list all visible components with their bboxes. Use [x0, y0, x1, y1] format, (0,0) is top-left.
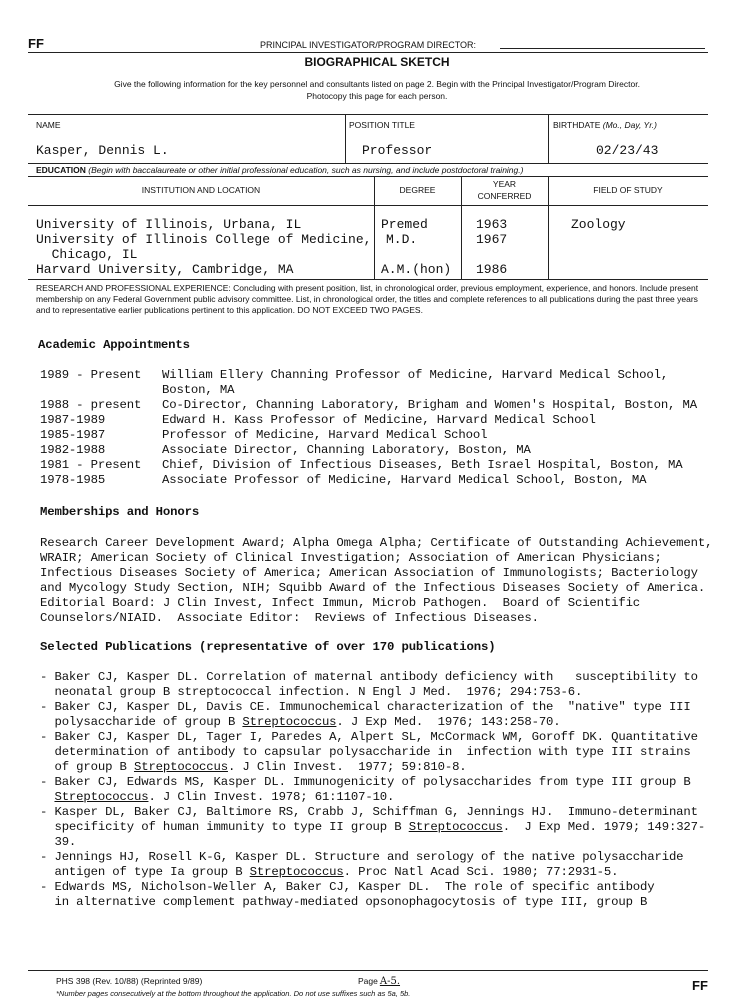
col-field: FIELD OF STUDY: [593, 185, 663, 195]
appointment-text: Edward H. Kass Professor of Medicine, Harvard Medical School: [162, 413, 596, 427]
species-name: Streptococcus: [133, 760, 228, 774]
species-name: Streptococcus: [242, 715, 337, 729]
memberships-line: Infectious Diseases Society of America; American Association of Immunologists; Bacteriology: [40, 566, 698, 580]
page-number: A-5.: [379, 976, 401, 987]
education-label: EDUCATION (Begin with baccalaureate or other initial professional education, such as nursing, and include postdoctoral training.): [36, 165, 524, 175]
appointment-years: 1989 - Present: [40, 368, 142, 382]
edu-institution: University of Illinois, Urbana, IL: [36, 217, 302, 232]
appointment-years: 1987-1989: [40, 413, 106, 427]
edu-institution: Chicago, IL: [36, 247, 138, 262]
table-top-border: [28, 114, 708, 115]
page-title: BIOGRAPHICAL SKETCH: [304, 55, 450, 69]
pi-signature-line: [500, 48, 705, 49]
publication-line: - Kasper DL, Baker CJ, Baltimore RS, Crabb J, Schiffman G, Jennings HJ. Immuno-determinant: [40, 805, 698, 819]
edu-year: 1963: [476, 217, 508, 232]
publication-line: - Edwards MS, Nicholson-Weller A, Baker CJ, Kasper DL. The role of specific antibody: [40, 880, 655, 894]
appointment-text: Boston, MA: [162, 383, 235, 397]
instructions: Give the following information for the key personnel and consultants listed on page 2. Begin with the Principal Investigator/Program Director. Photocopy this page for each person.: [114, 79, 640, 101]
publication-line: neonatal group B streptococcal infection. N Engl J Med. 1976; 294:753-6.: [40, 685, 583, 699]
footer-note: *Number pages consecutively at the bottom throughout the application. Do not use suffixes such as 5a, 5b.: [56, 989, 411, 998]
appointment-years: 1988 - present: [40, 398, 142, 412]
publication-line: specificity of human immunity to type II group B Streptococcus. J Exp Med. 1979; 149:327-: [40, 820, 706, 834]
birthdate-label: BIRTHDATE (Mo., Day, Yr.): [553, 120, 657, 130]
memberships-line: WRAIR; American Society of Clinical Investigation; Association of American Physicians;: [40, 551, 662, 565]
publication-line: antigen of type Ia group B Streptococcus. Proc Natl Acad Sci. 1980; 77:2931-5.: [40, 865, 619, 879]
memberships-line: Counselors/NIAID. Associate Editor: Reviews of Infectious Diseases.: [40, 611, 539, 625]
publication-line: - Baker CJ, Kasper DL, Davis CE. Immunochemical characterization of the "native" type III: [40, 700, 691, 714]
page-label: Page A-5.: [358, 976, 401, 987]
publication-line: 39.: [40, 835, 77, 849]
appointment-text: Associate Professor of Medicine, Harvard Medical School, Boston, MA: [162, 473, 647, 487]
name-col-divider: [345, 114, 346, 163]
publication-line: polysaccharide of group B Streptococcus. J Exp Med. 1976; 143:258-70.: [40, 715, 561, 729]
person-name: Kasper, Dennis L.: [36, 143, 169, 158]
edu-degree: Premed: [381, 217, 428, 232]
edu-year: 1967: [476, 232, 508, 247]
species-name: Streptococcus: [408, 820, 503, 834]
education-header-bottom: [28, 205, 708, 206]
appointment-years: 1985-1987: [40, 428, 106, 442]
appointment-text: Associate Director, Channing Laboratory, Boston, MA: [162, 443, 531, 457]
col-year: YEAR: [492, 179, 517, 189]
form-number: PHS 398 (Rev. 10/88) (Reprinted 9/89): [56, 976, 203, 986]
education-top-border: [28, 163, 708, 164]
form-code-left: FF: [28, 36, 44, 51]
species-name: Streptococcus: [249, 865, 344, 879]
species-name: Streptococcus: [54, 790, 149, 804]
edu-degree: A.M.(hon): [381, 262, 452, 277]
publication-line: - Baker CJ, Kasper DL. Correlation of maternal antibody deficiency with susceptibility to: [40, 670, 698, 684]
col-institution: INSTITUTION AND LOCATION: [141, 185, 261, 195]
position-label: POSITION TITLE: [349, 120, 415, 130]
memberships-line: Editorial Board: J Clin Invest, Infect Immun, Microb Pathogen. Board of Scientific: [40, 596, 641, 610]
research-instructions: RESEARCH AND PROFESSIONAL EXPERIENCE: Concluding with present position, list, in chronological order, previous employment, experience, and honors. Include present membership on any Federal Government public advisory committee. List, in chronological order, the titles and complete references to all publications during the past three years and to representative earlier publications pertinent to this application. DO NOT EXCEED TWO PAGES.: [36, 283, 699, 315]
appointment-text: Professor of Medicine, Harvard Medical School: [162, 428, 488, 442]
position-col-divider: [548, 114, 549, 163]
edu-year: 1986: [476, 262, 508, 277]
appointment-text: Chief, Division of Infectious Diseases, Beth Israel Hospital, Boston, MA: [162, 458, 683, 472]
position-title: Professor: [362, 143, 433, 158]
name-label: NAME: [36, 120, 61, 130]
appointment-text: Co-Director, Channing Laboratory, Brigham and Women's Hospital, Boston, MA: [162, 398, 697, 412]
memberships-line: and Mycology Study Section, NIH; Squibb Award of the Infectious Diseases Society of America.: [40, 581, 706, 595]
publications-heading: Selected Publications (representative of over 170 publications): [40, 640, 496, 654]
pi-label: PRINCIPAL INVESTIGATOR/PROGRAM DIRECTOR:: [260, 40, 477, 50]
publication-line: Streptococcus. J Clin Invest. 1978; 61:1107-10.: [54, 790, 395, 804]
publication-line: of group B Streptococcus. J Clin Invest. 1977; 59:810-8.: [40, 760, 467, 774]
col-degree: DEGREE: [399, 185, 436, 195]
memberships-line: Research Career Development Award; Alpha Omega Alpha; Certificate of Outstanding Achievement,: [40, 536, 713, 550]
publication-line: - Jennings HJ, Rosell K-G, Kasper DL. Structure and serology of the native polysaccharide: [40, 850, 684, 864]
memberships-heading: Memberships and Honors: [40, 505, 200, 519]
edu-field: Zoology: [571, 217, 626, 232]
appointment-years: 1981 - Present: [40, 458, 142, 472]
birthdate: 02/23/43: [596, 143, 659, 158]
appointments-heading: Academic Appointments: [38, 338, 190, 352]
education-bottom-border: [28, 279, 708, 280]
col-year-conferred: CONFERRED: [477, 191, 532, 201]
publication-line: determination of antibody to capsular polysaccharide in infection with type III strains: [40, 745, 691, 759]
edu-degree: M.D.: [386, 232, 418, 247]
appointment-years: 1978-1985: [40, 473, 106, 487]
edu-institution: Harvard University, Cambridge, MA: [36, 262, 294, 277]
publication-line: - Baker CJ, Kasper DL, Tager I, Paredes A, Alpert SL, McCormack WM, Goroff DK. Quantitative: [40, 730, 698, 744]
header-rule: [28, 52, 708, 53]
edu-institution: University of Illinois College of Medicine,: [36, 232, 372, 247]
appointment-years: 1982-1988: [40, 443, 106, 457]
publication-line: - Baker CJ, Edwards MS, Kasper DL. Immunogenicity of polysaccharides from type III group B: [40, 775, 691, 789]
footer-rule: [28, 970, 708, 971]
education-header-top: [28, 176, 708, 177]
appointment-text: William Ellery Channing Professor of Medicine, Harvard Medical School,: [162, 368, 669, 382]
publication-line: in alternative complement pathway-mediated opsonophagocytosis of type III, group B: [40, 895, 648, 909]
form-code-right: FF: [692, 978, 708, 993]
